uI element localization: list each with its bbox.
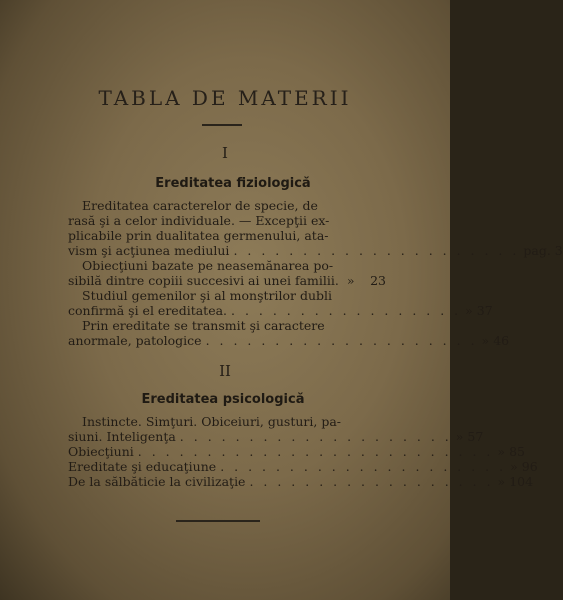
entry-line: sibilă dintre copiii succesivi ai unei familii. <box>68 273 339 288</box>
page-number: 96 <box>521 459 538 474</box>
entry-line: Ereditatea caracterelor de specie, de <box>82 198 318 213</box>
entry-line: plicabile prin dualitatea germenului, ata- <box>68 228 329 243</box>
page-prefix: » <box>455 429 464 444</box>
page-number: 46 <box>493 333 510 348</box>
toc-entry <box>68 444 525 459</box>
entry-line: Ereditate şi educaţiune <box>68 459 217 474</box>
toc-entry <box>68 318 510 348</box>
section-numeral-2: II <box>219 362 231 380</box>
dot-leader: . . . . . . . . . . . . . . . . . . . . . <box>233 243 520 258</box>
dot-leader: . . . . . . . . . . . . . . . . . <box>231 303 462 318</box>
page-prefix: » <box>346 273 355 288</box>
page-number: 57 <box>467 429 484 444</box>
page-number: 37 <box>476 303 493 318</box>
page-title: TABLA DE MATERII <box>98 86 352 110</box>
page-number: 104 <box>509 474 534 489</box>
dot-leader: . . . . . . . . . . . . . . . . . . . . . <box>220 459 507 474</box>
page-prefix: » <box>465 303 473 318</box>
entry-line: Obiecţiuni <box>68 444 134 459</box>
entry-line: siuni. Inteligenţa <box>68 429 176 444</box>
toc-entry <box>68 414 484 444</box>
page-prefix: » <box>497 444 506 459</box>
page-prefix: pag. <box>523 243 551 258</box>
entry-line: Instincte. Simţuri. Obiceiuri, gusturi, pa- <box>82 414 342 429</box>
toc-entry <box>68 459 538 474</box>
dot-leader: . . . . . . . . . . . . . . . . . . . . . . . . . . <box>137 444 494 459</box>
entry-line: anormale, patologice <box>68 333 202 348</box>
section-1-entries <box>68 198 563 348</box>
dot-leader: . . . . . . . . . . . . . . . . . . . . <box>179 429 452 444</box>
page-number: 23 <box>370 273 386 288</box>
entry-line: Studiul gemenilor şi al monştrilor dubli <box>82 288 332 303</box>
toc-entry <box>68 474 534 489</box>
entry-line: rasă şi a celor individuale. — Excepţii ex- <box>68 213 330 228</box>
dot-leader: . . . . . . . . . . . . . . . . . . . . <box>205 333 478 348</box>
entry-line: vism şi acţiunea mediului <box>68 243 230 258</box>
entry-line: Prin ereditate se transmit şi caractere <box>82 318 325 333</box>
page-prefix: » <box>510 459 518 474</box>
page-prefix: » <box>497 474 506 489</box>
page-number: 3 <box>554 243 563 258</box>
section-2-entries <box>68 414 538 489</box>
section-numeral-1: I <box>222 144 228 162</box>
entry-line: confirmă şi el ereditatea. <box>68 303 228 318</box>
dot-leader: . . . . . . . . . . . . . . . . . . <box>249 474 494 489</box>
section-heading-1: Ereditatea fiziologică <box>155 176 311 191</box>
closing-rule <box>176 520 260 522</box>
entry-line: De la sălbăticie la civilizaţie <box>68 474 246 489</box>
toc-entry <box>68 258 386 288</box>
toc-entry <box>68 198 563 258</box>
entry-line: Obiecţiuni bazate pe neasemănarea po- <box>82 258 334 273</box>
toc-entry <box>68 288 493 318</box>
page-number: 85 <box>509 444 525 459</box>
section-heading-2: Ereditatea psicologică <box>141 392 305 407</box>
page-prefix: » <box>481 333 490 348</box>
title-rule <box>202 124 242 126</box>
